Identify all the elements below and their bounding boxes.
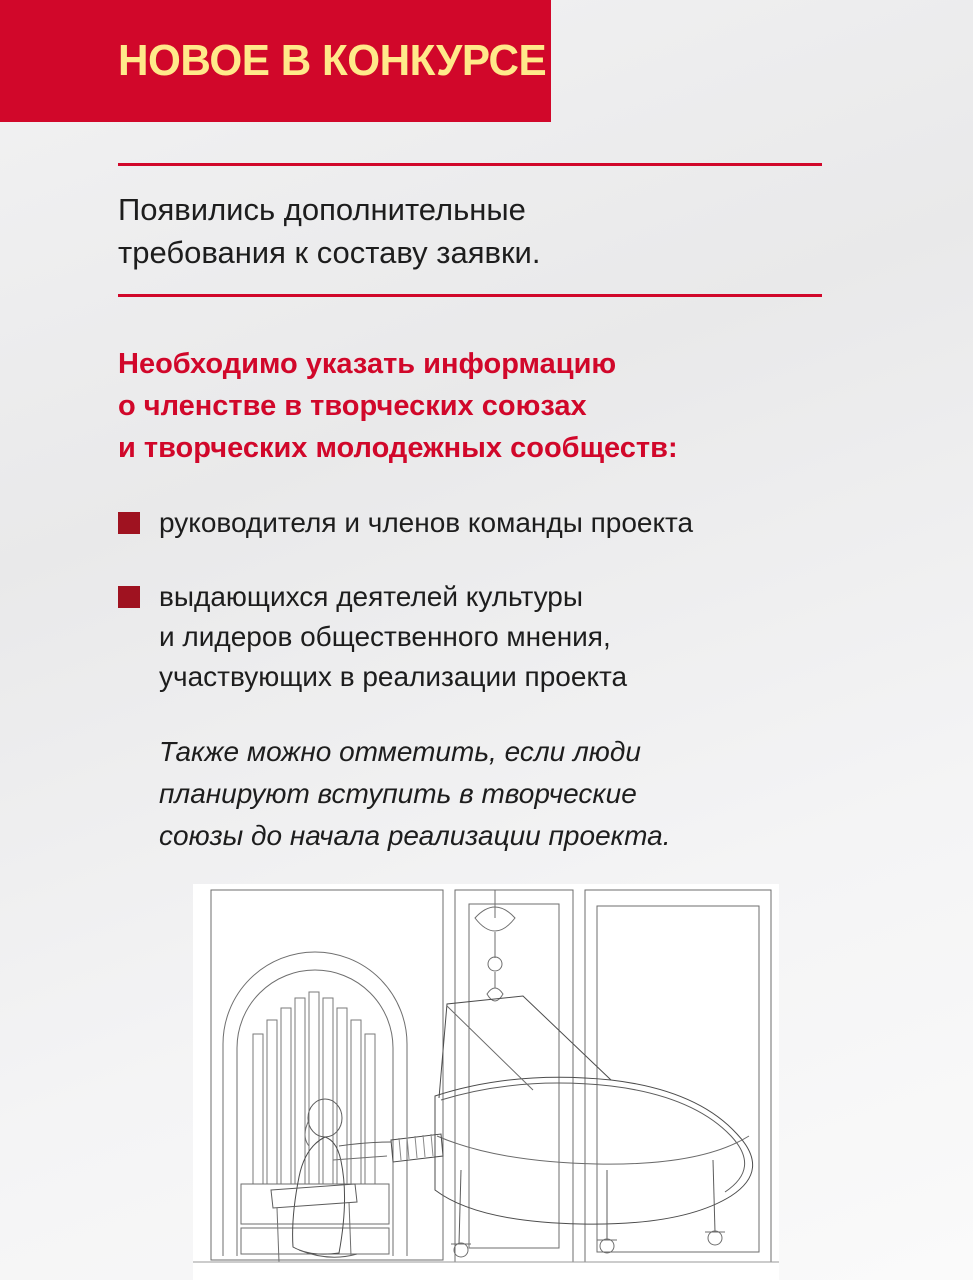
content-column	[118, 0, 878, 857]
list-item-line: и лидеров общественного мнения,	[159, 621, 611, 652]
list-item-line: участвующих в реализации проекта	[159, 661, 628, 692]
note-text	[159, 731, 859, 857]
bullet-list	[118, 503, 878, 697]
divider-bottom	[118, 294, 822, 297]
note-line-3: союзы до начала реализации проекта.	[159, 820, 671, 851]
pianist-at-grand-piano-engraving	[193, 884, 779, 1280]
square-bullet-icon	[118, 512, 140, 534]
list-item	[118, 503, 878, 543]
page-title: НОВОЕ В КОНКУРСЕ	[118, 36, 547, 85]
note-line-1: Также можно отметить, если люди	[159, 736, 641, 767]
headline-line-2: о членстве в творческих союзах	[118, 390, 587, 422]
list-item-text	[159, 503, 693, 543]
headline-line-3: и творческих молодежных сообществ:	[118, 432, 678, 464]
intro-text	[118, 166, 818, 294]
list-item-text	[159, 577, 627, 697]
intro-line-1: Появились дополнительные	[118, 192, 526, 227]
list-item-line: выдающихся деятелей культуры	[159, 581, 583, 612]
note-line-2: планируют вступить в творческие	[159, 778, 637, 809]
list-item	[118, 577, 878, 697]
headline	[118, 343, 858, 469]
headline-line-1: Необходимо указать информацию	[118, 348, 617, 380]
intro-line-2: требования к составу заявки.	[118, 235, 541, 270]
square-bullet-icon	[118, 586, 140, 608]
list-item-line: руководителя и членов команды проекта	[159, 507, 694, 538]
